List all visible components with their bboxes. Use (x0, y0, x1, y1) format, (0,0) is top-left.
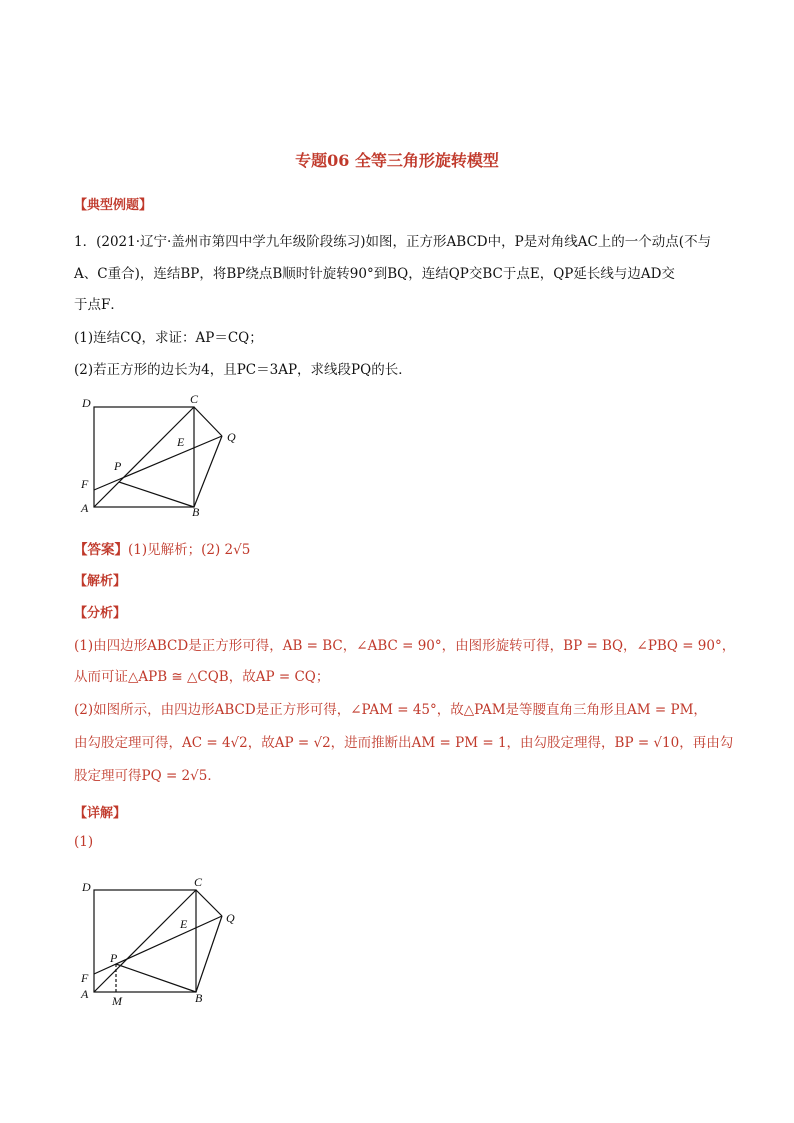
segment-cq (196, 890, 222, 916)
analysis-line-2: 从而可证△APB ≅ △CQB，故AP = CQ； (74, 669, 330, 685)
answer-line (74, 538, 250, 558)
analysis-line-3: (2)如图所示，由四边形ABCD是正方形可得，∠PAM = 45°，故△PAM是等腰直角三角形且AM = PM， (74, 702, 707, 718)
question-part-1: (1)连结CQ，求证：AP＝CQ； (74, 330, 263, 346)
question-line-1: 1．(2021·辽宁·盖州市第四中学九年级阶段练习)如图，正方形ABCD中，P是对角线AC上的一个动点(不与 (74, 234, 712, 250)
label-m: M (112, 994, 122, 1008)
label-e: E (177, 435, 185, 449)
question-figure (74, 388, 274, 518)
label-b: B (192, 505, 200, 518)
diagonal-ac (94, 407, 194, 507)
label-q: Q (226, 911, 235, 925)
question-part-2: (2)若正方形的边长为4，且PC＝3AP，求线段PQ的长． (74, 362, 412, 378)
label-c: C (190, 392, 199, 406)
label-a: A (81, 987, 89, 1001)
analysis-line-5: 股定理可得PQ = 2√5． (74, 768, 221, 784)
label-q: Q (227, 430, 236, 444)
analysis-line-1: (1)由四边形ABCD是正方形可得，AB = BC，∠ABC = 90°，由图形旋转可得，BP = BQ，∠PBQ = 90°， (74, 638, 736, 654)
analysis-line-4: 由勾股定理可得，AC = 4√2，故AP = √2，进而推断出AM = PM = 1，由勾股定理得，BP = √10，再由勾 (74, 735, 734, 751)
diagonal-ac (94, 890, 196, 992)
section-examples-heading: 【典型例题】 (74, 198, 153, 213)
question-line-2: A、C重合)，连结BP，将BP绕点B顺时针旋转90°到BQ，连结QP交BC于点E，QP延长线与边AD交 (74, 266, 675, 282)
answer-text: (1)见解析；(2) 2√5 (128, 542, 251, 558)
label-p: P (110, 951, 118, 965)
label-f: F (81, 477, 89, 491)
label-e: E (180, 917, 188, 931)
segment-bq (196, 916, 222, 992)
label-d: D (82, 880, 91, 894)
label-a: A (81, 501, 89, 515)
section-analysis-heading: 【解析】 (74, 574, 127, 589)
label-p: P (114, 459, 122, 473)
label-c: C (194, 875, 203, 889)
label-b: B (195, 991, 203, 1005)
detail-part-label: (1) (74, 834, 94, 850)
segment-fq (94, 916, 222, 974)
answer-tag: 【答案】 (74, 542, 128, 558)
detail-figure (74, 872, 274, 1012)
segment-cq (194, 407, 222, 436)
label-f: F (81, 971, 89, 985)
label-d: D (82, 396, 91, 410)
question-line-3: 于点F． (74, 297, 124, 313)
segment-bp (119, 482, 194, 507)
page-title: 专题06 全等三角形旋转模型 (295, 151, 499, 170)
section-detail-heading: 【详解】 (74, 806, 127, 821)
segment-bp (116, 964, 196, 992)
section-fenxi-heading: 【分析】 (74, 606, 127, 621)
